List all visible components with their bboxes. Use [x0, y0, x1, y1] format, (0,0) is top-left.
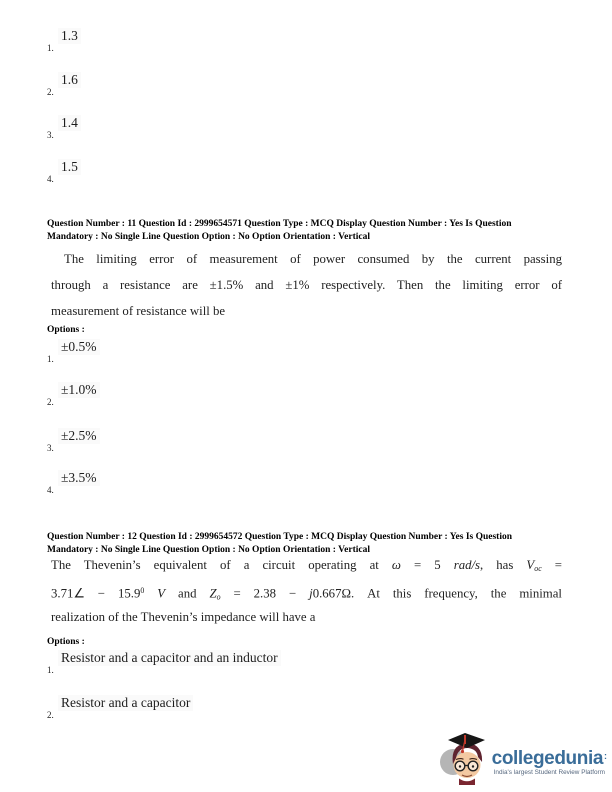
option-number: 4.: [47, 174, 54, 184]
option-number: 3.: [47, 443, 54, 453]
question-11-body-line-1: The limiting error of measurement of power consumed by the current passing: [64, 252, 562, 266]
question-11-body-line-2: through a resistance are ±1.5% and ±1% respectively. Then the limiting error of: [51, 278, 562, 292]
option-number: 4.: [47, 485, 54, 495]
option-value: ±0.5%: [58, 339, 100, 355]
option-number: 2.: [47, 87, 54, 97]
option-number: 3.: [47, 130, 54, 140]
question-11-option-1: [47, 339, 100, 364]
question-11-header-line-2: Mandatory : No Single Line Question Option : No Option Orientation : Vertical: [47, 232, 371, 242]
question-12-body-line-3: realization of the Thevenin’s impedance will have a: [51, 610, 316, 624]
prev-question-option-3: [47, 115, 81, 140]
question-12-header-line-2: Mandatory : No Single Line Question Option : No Option Orientation : Vertical: [47, 545, 371, 555]
collegedunia-logo-text: [492, 746, 607, 776]
question-12-body: [51, 552, 562, 630]
option-value: Resistor and a capacitor: [58, 695, 193, 711]
question-11-header: [47, 218, 592, 244]
prev-question-option-1: [47, 28, 81, 53]
question-11-option-3: [47, 428, 100, 453]
question-11-body: [51, 246, 562, 324]
collegedunia-tagline: India's largest Student Review Platform: [493, 768, 605, 776]
option-value: Resistor and a capacitor and an inductor: [58, 650, 281, 666]
question-11-body-line-3: measurement of resistance will be: [51, 304, 226, 318]
option-number: 2.: [47, 710, 54, 720]
question-12-body-line-1: The Thevenin’s equivalent of a circuit operating at ω = 5 rad/s, has Voc =: [51, 558, 562, 573]
collegedunia-mascot-icon: [440, 731, 490, 790]
collegedunia-wordmark-suffix: :: [604, 750, 607, 761]
question-12-body-line-2: 3.71∠ − $15.9^0$ V and Zo = 2.38 − j0.667Ω. At this frequency, the minimal: [51, 586, 562, 602]
question-11-header-line-1: Question Number : 11 Question Id : 2999654571 Question Type : MCQ Display Question Number : Yes Is Question: [47, 219, 512, 229]
question-11-options-label: Options :: [47, 325, 85, 335]
collegedunia-logo: [440, 731, 607, 790]
option-value: ±2.5%: [58, 428, 100, 444]
question-12-options-label: Options :: [47, 637, 85, 647]
option-number: 2.: [47, 397, 54, 407]
collegedunia-wordmark: collegedunia: [491, 747, 603, 769]
question-12-option-1: [47, 650, 281, 675]
option-value: ±1.0%: [58, 382, 100, 398]
option-value: 1.6: [58, 72, 81, 88]
question-11-option-4: [47, 470, 100, 495]
option-number: 1.: [47, 354, 54, 364]
option-value: ±3.5%: [58, 470, 100, 486]
prev-question-option-2: [47, 72, 81, 97]
option-number: 1.: [47, 665, 54, 675]
option-value: 1.4: [58, 115, 81, 131]
option-value: 1.5: [58, 159, 81, 175]
question-11-option-2: [47, 382, 100, 407]
prev-question-option-4: [47, 159, 81, 184]
option-value: 1.3: [58, 28, 81, 44]
question-12-option-2: [47, 695, 193, 720]
option-number: 1.: [47, 43, 54, 53]
question-12-header-line-1: Question Number : 12 Question Id : 2999654572 Question Type : MCQ Display Question Number : Yes Is Question: [47, 532, 513, 542]
